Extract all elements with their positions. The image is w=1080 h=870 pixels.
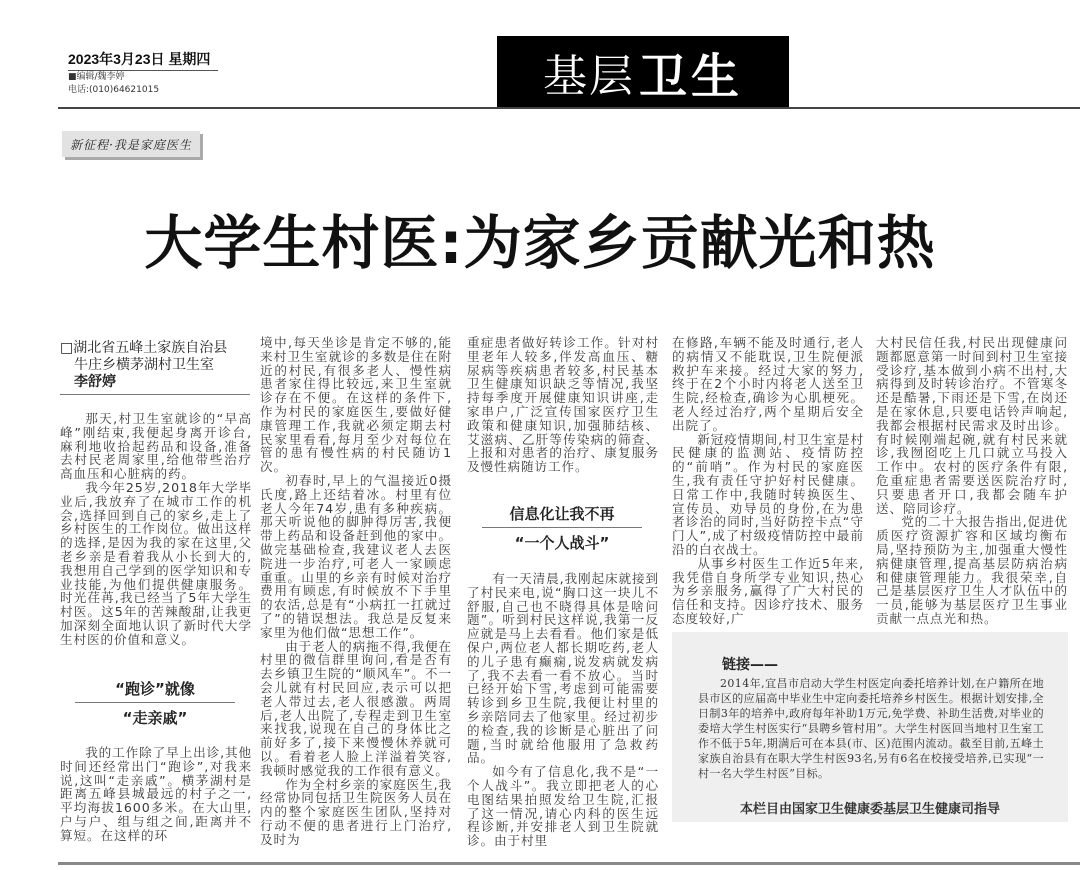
- column-tag: 新征程·我是家庭医生: [62, 131, 200, 157]
- paragraph: 作为全村乡亲的家庭医生,我经常协同包括卫生院医务人员在内的整个家庭医生团队,坚持对行动不便的患者进行上门治疗,及时为: [260, 776, 453, 847]
- byline-author: 李舒婷: [74, 374, 116, 390]
- paragraph: 在修路,车辆不能及时通行,老人的病情又不能耽误,卫生院便派救护车来接。经过大家的努力,终于在2个小时内将老人送至卫生院,经检查,确诊为心肌梗死。老人经过治疗,两个星期后安全出院了。: [672, 335, 864, 433]
- related-info-box: [672, 632, 1068, 822]
- headline: 大学生村医:为家乡贡献光和热: [144, 209, 936, 277]
- footer-divider: [58, 862, 1080, 865]
- paragraph: 境中,每天坐诊是肯定不够的,能来村卫生室就诊的多数是住在附近的村民,有很多老人、慢性病患者家住得比较远,来卫生室就诊存在不便。在这样的条件下,作为村民的家庭医生,要做好健康管理工作,我就必须定期去村民家里看看,每月至少对每位在管的患有慢性病的村民随访1次。: [260, 335, 452, 475]
- column-3-top: [467, 336, 659, 474]
- subhead-line: 信息化让我不再: [482, 503, 642, 528]
- subhead-line: “跑诊”就像: [75, 678, 235, 703]
- paragraph: 党的二十大报告指出,促进优质医疗资源扩容和区域均衡布局,坚持预防为主,加强重大慢性病健康管理,提高基层防病治病和健康管理能力。我很荣幸,自己是基层医疗卫生人才队伍中的一员,能够为基层医疗卫生事业贡献一点点光和热。: [876, 514, 1069, 626]
- byline: [60, 340, 250, 395]
- paragraph: 初春时,早上的气温接近0摄氏度,路上还结着冰。村里有位老人今年74岁,患有多种疾病。那天听说他的脚肿得厉害,我便带上药品和设备赶到他的家中。做完基础检查,我建议老人去医院进一步治疗,可老人一家顾虑重重。山里的乡亲有时候对治疗费用有顾虑,有时候放不下手里的农活,总是有“小病扛一扛就过了”的错误想法。我总是反复来家里为他们做“思想工作”。: [260, 472, 452, 640]
- column-1-bottom: [60, 746, 252, 843]
- subhead-1: [75, 678, 235, 728]
- subhead-line: “一个人战斗”: [514, 534, 610, 552]
- guidance-note: 本栏目由国家卫生健康委基层卫生健康司指导: [739, 802, 1000, 817]
- column-4: [672, 336, 864, 626]
- subhead-line: “走亲戚”: [122, 709, 188, 727]
- paragraph: 由于老人的病拖不得,我便在村里的微信群里询问,看是否有去乡镇卫生院的“顺风车”。不一会儿就有村民回应,表示可以把老人带过去,老人很感激。两周后,老人出院了,专程走到卫生室来找我,说现在自己的身体比之前好多了,接下来慢慢休养就可以。看着老人脸上洋溢着笑容,我顿时感觉我的工作很有意义。: [260, 638, 453, 778]
- column-1-top: [60, 412, 252, 647]
- paragraph: 新冠疫情期间,村卫生室是村民健康的监测站、疫情防控的“前哨”。作为村民的家庭医生,我有责任守护好村民健康。日常工作中,我随时转换医生、宣传员、劝导员的身份,在为患者诊治的同时,当好防控卡点“守门人”,成了村级疫情防控中最前沿的白衣战士。: [672, 431, 865, 557]
- phone-number: 电话:(010)64621015: [68, 85, 160, 95]
- related-info-text: 2014年,宜昌市启动大学生村医定向委托培养计划,在户籍所在地县市区的应届高中毕业生中定向委托培养乡村医生。根据计划安排,全日制3年的培养中,政府每年补助1万元,免学费、补助生活费,对毕业的委培大学生村医实行“县聘乡管村用”。大学生村医回当地村卫生室工作不低于5年,期满后可在本县(市、区)范围内流动。截至目前,五峰土家族自治县有在职大学生村医93名,另有6名在校接受培养,已实现“一村一名大学生村医”目标。: [698, 677, 1044, 780]
- paragraph: 重症患者做好转诊工作。针对村里老年人较多,伴发高血压、糖尿病等疾病患者较多,村民基本卫生健康知识缺乏等情况,我坚持每季度开展健康知识讲座,走家串户,广泛宣传国家医疗卫生政策和健康知识,加强肺结核、艾滋病、乙肝等传染病的筛查、上报和对患者的治疗、康复服务及慢性病随访工作。: [467, 335, 659, 475]
- paragraph: 我今年25岁,2018年大学毕业后,我放弃了在城市工作的机会,选择回到自己的家乡,走上了乡村医生的工作岗位。做出这样的选择,是因为我的家在这里,父老乡亲是看着我从小长到大的,我想用自己学到的医学知识和专业技能,为他们提供健康服务。时光荏苒,我已经当了5年大学生村医。这5年的苦辣酸甜,让我更加深刻全面地认识了新时代大学生村医的价值和意义。: [60, 479, 252, 647]
- paragraph: 从事乡村医生工作近5年来,我凭借自身所学专业知识,热心为乡亲服务,赢得了广大村民的信任和支持。因诊疗技术、服务态度较好,广: [672, 555, 864, 626]
- byline-org-1: □湖北省五峰土家族自治县: [60, 340, 228, 356]
- section-logo: [497, 36, 789, 108]
- column-2: [260, 336, 452, 846]
- paragraph: 我的工作除了早上出诊,其他时间还经常出门“跑诊”,对我来说,这叫“走亲戚”。横茅湖村是距离五峰县城最远的村子之一,平均海拔1600多米。在大山里,户与户、组与组之间,距离并不算短。在这样的环: [60, 745, 253, 843]
- paragraph: 那天,村卫生室就诊的“早高峰”刚结束,我便起身离开诊台,麻利地收拾起药品和设备,准备去村民老周家里,给他带些治疗高血压和心脏病的药。: [60, 411, 252, 482]
- editor-credit: ■编辑/魏李婷: [68, 72, 125, 82]
- logo-text-1: 基层: [542, 51, 635, 102]
- column-3-bottom: [467, 572, 659, 848]
- header-divider: [58, 107, 1080, 109]
- byline-org-2: 牛庄乡横茅湖村卫生室: [74, 357, 214, 373]
- subhead-2: [482, 503, 642, 553]
- column-5: [876, 336, 1068, 626]
- issue-date: 2023年3月23日 星期四: [68, 49, 218, 71]
- logo-text-2: 卫生: [638, 48, 743, 105]
- paragraph: 大村民信任我,村民出现健康问题都愿意第一时间到村卫生室接受诊疗,基本做到小病不出村,大病得到及时转诊治疗。不管寒冬还是酷暑,下雨还是下雪,在岗还是在家休息,只要电话铃声响起,我都会根据村民需求及时出诊。有时候刚端起碗,就有村民来就诊,我囫囵吃上几口就立马投入工作中。农村的医疗条件有限,危重症患者需要送医院治疗时,只要患者开口,我都会随车护送、陪同诊疗。: [876, 335, 1068, 516]
- related-info-heading: 链接——: [722, 657, 778, 673]
- paragraph: 有一天清晨,我刚起床就接到了村民来电,说“胸口这一块儿不舒服,自己也不晓得具体是啥问题”。听到村民这样说,我第一反应就是马上去看看。他们家是低保户,两位老人都长期吃药,老人的儿子患有癫痫,说发病就发病了,我不去看一看不放心。当时已经开始下雪,考虑到可能需要转诊到乡卫生院,我便让村里的乡亲陪同去了他家里。经过初步的检查,我的诊断是心脏出了问题,当时就给他服用了急救药品。: [467, 571, 660, 766]
- paragraph: 如今有了信息化,我不是“一个人战斗”。我立即把老人的心电图结果拍照发给卫生院,汇报了这一情况,请心内科的医生远程诊断,并安排老人到卫生院就诊。由于村里: [467, 764, 659, 849]
